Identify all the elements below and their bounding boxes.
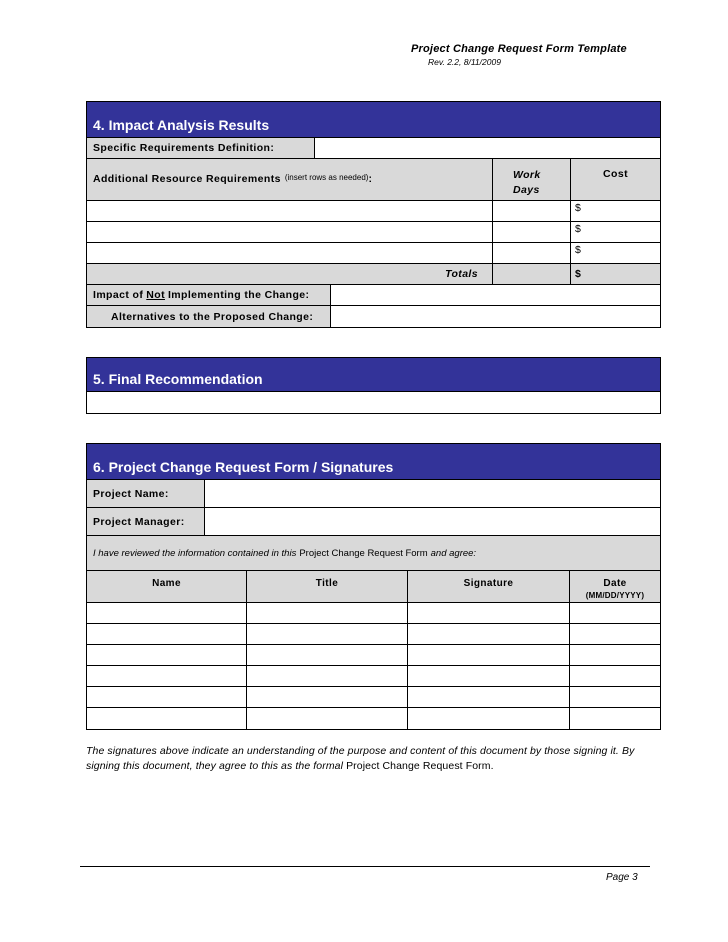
signer-title-field[interactable] <box>247 666 408 686</box>
resource-cost-field[interactable]: $ <box>575 223 581 235</box>
signer-signature-field[interactable] <box>408 603 570 623</box>
impact-not-implementing-row <box>87 285 660 306</box>
signer-signature-field[interactable] <box>408 708 570 729</box>
signature-row <box>87 624 660 645</box>
cost-header: Cost <box>603 168 628 180</box>
agreement-form-name: Project Change Request Form <box>299 547 428 559</box>
impact-label-post: Implementing the Change: <box>167 289 310 301</box>
project-manager-field[interactable] <box>205 508 660 535</box>
footer-divider <box>80 866 650 867</box>
signature-statement-form: Project Change Request Form <box>346 760 491 772</box>
signer-title-field[interactable] <box>247 645 408 665</box>
resource-row <box>87 243 660 264</box>
signer-date-field[interactable] <box>570 624 660 644</box>
totals-work-days[interactable] <box>493 264 571 284</box>
project-name-row <box>87 480 660 508</box>
resource-description-field[interactable] <box>87 243 493 263</box>
signer-date-field[interactable] <box>570 645 660 665</box>
signer-name-field[interactable] <box>87 708 247 729</box>
additional-resources-label-text: Additional Resource Requirements <box>93 173 281 185</box>
additional-resources-header-row <box>87 159 660 201</box>
project-name-label: Project Name: <box>87 480 205 507</box>
page-number: Page 3 <box>606 872 638 883</box>
resource-work-days-field[interactable] <box>493 201 571 221</box>
signer-name-field[interactable] <box>87 687 247 707</box>
totals-cost[interactable]: $ <box>575 268 582 280</box>
signatures-section <box>86 443 661 730</box>
project-name-field[interactable] <box>205 480 660 507</box>
impact-analysis-section <box>86 101 661 328</box>
signer-date-field[interactable] <box>570 603 660 623</box>
resource-work-days-field[interactable] <box>493 222 571 242</box>
signature-statement <box>86 744 646 774</box>
final-recommendation-section <box>86 357 661 414</box>
alternatives-field[interactable] <box>331 306 660 327</box>
agreement-statement <box>87 536 660 570</box>
alternatives-label: Alternatives to the Proposed Change: <box>87 306 331 327</box>
signer-date-field[interactable] <box>570 708 660 729</box>
resource-row <box>87 201 660 222</box>
signatures-title: 6. Project Change Request Form / Signatures <box>87 444 660 480</box>
signer-signature-field[interactable] <box>408 687 570 707</box>
signature-row <box>87 603 660 624</box>
signer-signature-field[interactable] <box>408 645 570 665</box>
work-days-header: Work Days <box>493 159 571 200</box>
final-recommendation-title: 5. Final Recommendation <box>87 358 660 392</box>
signature-row <box>87 666 660 687</box>
signer-title-field[interactable] <box>247 624 408 644</box>
signer-title-field[interactable] <box>247 708 408 729</box>
date-column-format: (MM/DD/YYYY) <box>585 591 645 600</box>
document-revision: Rev. 2.2, 8/11/2009 <box>428 57 501 67</box>
date-column-header <box>570 571 660 602</box>
signer-date-field[interactable] <box>570 666 660 686</box>
name-column-header: Name <box>87 571 247 602</box>
signature-row <box>87 645 660 666</box>
signature-statement-text: The signatures above indicate an understanding of the purpose and content of this document by those signing it. By signing this document, they agree to this as the formal <box>86 745 635 772</box>
signature-column-header: Signature <box>408 571 570 602</box>
resource-cost-field[interactable]: $ <box>575 202 581 214</box>
resource-row <box>87 222 660 243</box>
document-title: Project Change Request Form Template <box>411 43 627 55</box>
signer-date-field[interactable] <box>570 687 660 707</box>
additional-resources-colon: : <box>368 173 373 185</box>
impact-not-implementing-label <box>87 285 331 305</box>
agreement-pre: I have reviewed the information contained in this <box>93 547 297 559</box>
specific-requirements-field[interactable] <box>315 138 660 158</box>
project-manager-row <box>87 508 660 536</box>
resource-work-days-field[interactable] <box>493 243 571 263</box>
additional-resources-note: (insert rows as needed) <box>284 173 369 182</box>
agreement-row <box>87 536 660 571</box>
alternatives-row <box>87 306 660 327</box>
impact-label-not: Not <box>146 289 165 301</box>
totals-label: Totals <box>87 264 493 284</box>
signer-name-field[interactable] <box>87 645 247 665</box>
agreement-post: and agree: <box>430 547 477 559</box>
signature-statement-end: . <box>490 760 494 772</box>
signature-row <box>87 708 660 729</box>
final-recommendation-row <box>87 392 660 413</box>
signer-signature-field[interactable] <box>408 666 570 686</box>
final-recommendation-field[interactable] <box>87 392 660 413</box>
impact-analysis-title: 4. Impact Analysis Results <box>87 102 660 138</box>
impact-not-implementing-field[interactable] <box>331 285 660 305</box>
specific-requirements-label: Specific Requirements Definition: <box>87 138 315 158</box>
resource-cost-field[interactable]: $ <box>575 244 581 256</box>
signer-name-field[interactable] <box>87 603 247 623</box>
signature-row <box>87 687 660 708</box>
signer-title-field[interactable] <box>247 687 408 707</box>
totals-row <box>87 264 660 285</box>
resource-description-field[interactable] <box>87 201 493 221</box>
signer-title-field[interactable] <box>247 603 408 623</box>
signer-name-field[interactable] <box>87 624 247 644</box>
resource-description-field[interactable] <box>87 222 493 242</box>
date-column-label: Date <box>603 578 627 589</box>
additional-resources-label <box>87 159 493 200</box>
signer-name-field[interactable] <box>87 666 247 686</box>
title-column-header: Title <box>247 571 408 602</box>
project-manager-label: Project Manager: <box>87 508 205 535</box>
impact-label-pre: Impact of <box>93 289 144 301</box>
signer-signature-field[interactable] <box>408 624 570 644</box>
signature-table-header <box>87 571 660 603</box>
specific-requirements-row <box>87 138 660 159</box>
